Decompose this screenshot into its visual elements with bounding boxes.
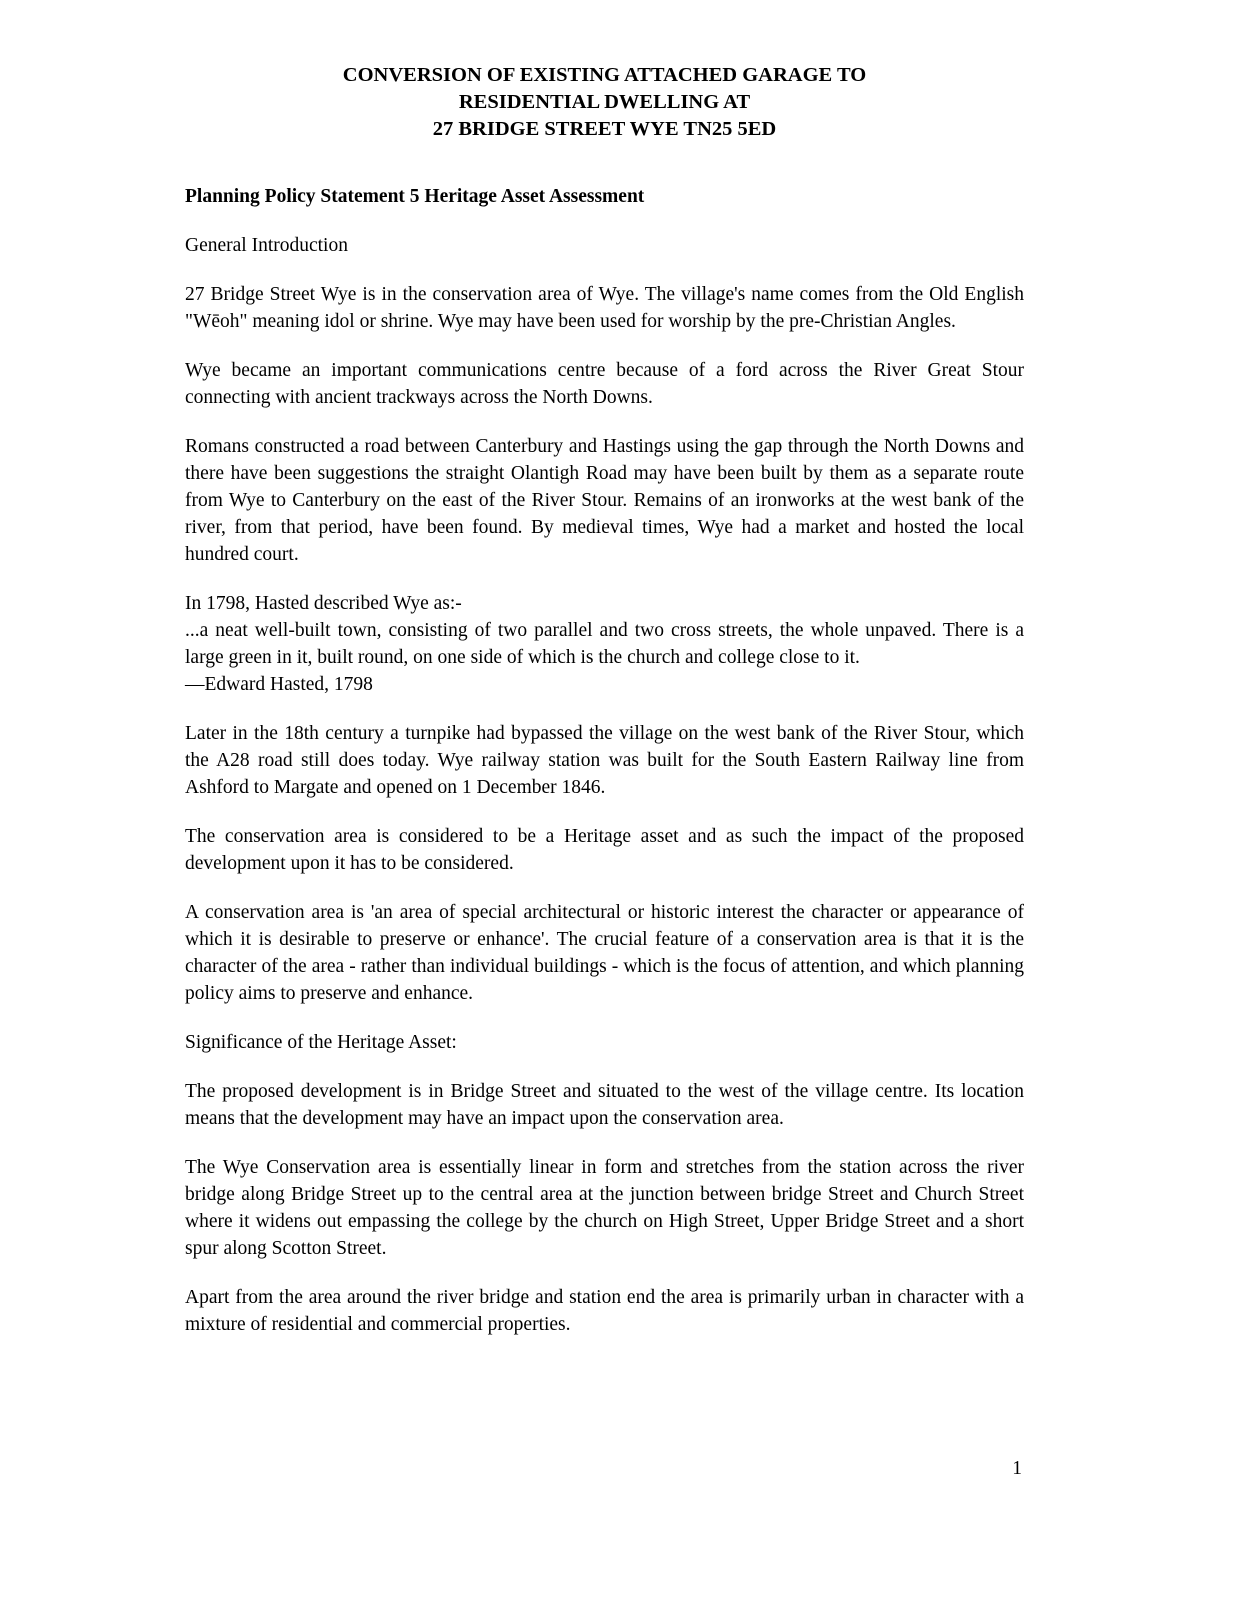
- paragraph-character: Apart from the area around the river bridge and station end the area is primarily urban in character with a mixture of residential and commercial properties.: [185, 1287, 1024, 1335]
- title-line-2: RESIDENTIAL DWELLING AT: [458, 91, 751, 113]
- document-title: [185, 62, 1024, 143]
- hasted-quotation-block: [185, 590, 1024, 698]
- paragraph-romans: Romans constructed a road between Canterbury and Hastings using the gap through the North Downs and there have been suggestions the straight Olantigh Road may have been built by them as a separate route from Wye to Canterbury on the east of the River Stour. Remains of an ironworks at the west bank of the river, from that period, have been found. By medieval times, Wye had a market and hosted the local hundred court.: [185, 436, 1024, 565]
- title-line-3: 27 BRIDGE STREET WYE TN25 5ED: [432, 118, 777, 140]
- subheading-general-introduction: General Introduction: [185, 235, 348, 256]
- paragraph-heritage-asset: The conservation area is considered to be a Heritage asset and as such the impact of the proposed development upon it has to be considered.: [185, 826, 1024, 874]
- paragraph-conservation-extent: The Wye Conservation area is essentially linear in form and stretches from the station across the river bridge along Bridge Street up to the central area at the junction between bridge Street and Church Street where it widens out empassing the college by the church on High Street, Upper Bridge Street and a short spur along Scotton Street.: [185, 1157, 1024, 1259]
- section-heading-pps5: Planning Policy Statement 5 Heritage Asset Assessment: [185, 186, 645, 207]
- title-line-1: CONVERSION OF EXISTING ATTACHED GARAGE TO: [342, 64, 867, 86]
- paragraph-location: The proposed development is in Bridge Street and situated to the west of the village centre. Its location means that the development may have an impact upon the conservation area.: [185, 1081, 1024, 1129]
- subheading-significance: Significance of the Heritage Asset:: [185, 1032, 457, 1053]
- hasted-quote-text: ...a neat well-built town, consisting of two parallel and two cross streets, the whole unpaved. There is a large green in it, built round, on one side of which is the church and college close to it.: [185, 620, 1024, 668]
- hasted-attribution: —Edward Hasted, 1798: [185, 674, 373, 695]
- paragraph-ford: Wye became an important communications centre because of a ford across the River Great Stour connecting with ancient trackways across the North Downs.: [185, 360, 1024, 408]
- paragraph-intro: 27 Bridge Street Wye is in the conservation area of Wye. The village's name comes from the Old English "Wēoh" meaning idol or shrine. Wye may have been used for worship by the pre-Christian Angles.: [185, 284, 1024, 332]
- page-number: 1: [1012, 1458, 1022, 1479]
- paragraph-turnpike: Later in the 18th century a turnpike had bypassed the village on the west bank of the River Stour, which the A28 road still does today. Wye railway station was built for the South Eastern Railway line from Ashford to Margate and opened on 1 December 1846.: [185, 723, 1024, 798]
- paragraph-conservation-definition: A conservation area is 'an area of special architectural or historic interest the character or appearance of which it is desirable to preserve or enhance'. The crucial feature of a conservation area is that it is the character of the area - rather than individual buildings - which is the focus of attention, and which planning policy aims to preserve and enhance.: [185, 902, 1024, 1004]
- hasted-intro-line: In 1798, Hasted described Wye as:-: [185, 593, 462, 614]
